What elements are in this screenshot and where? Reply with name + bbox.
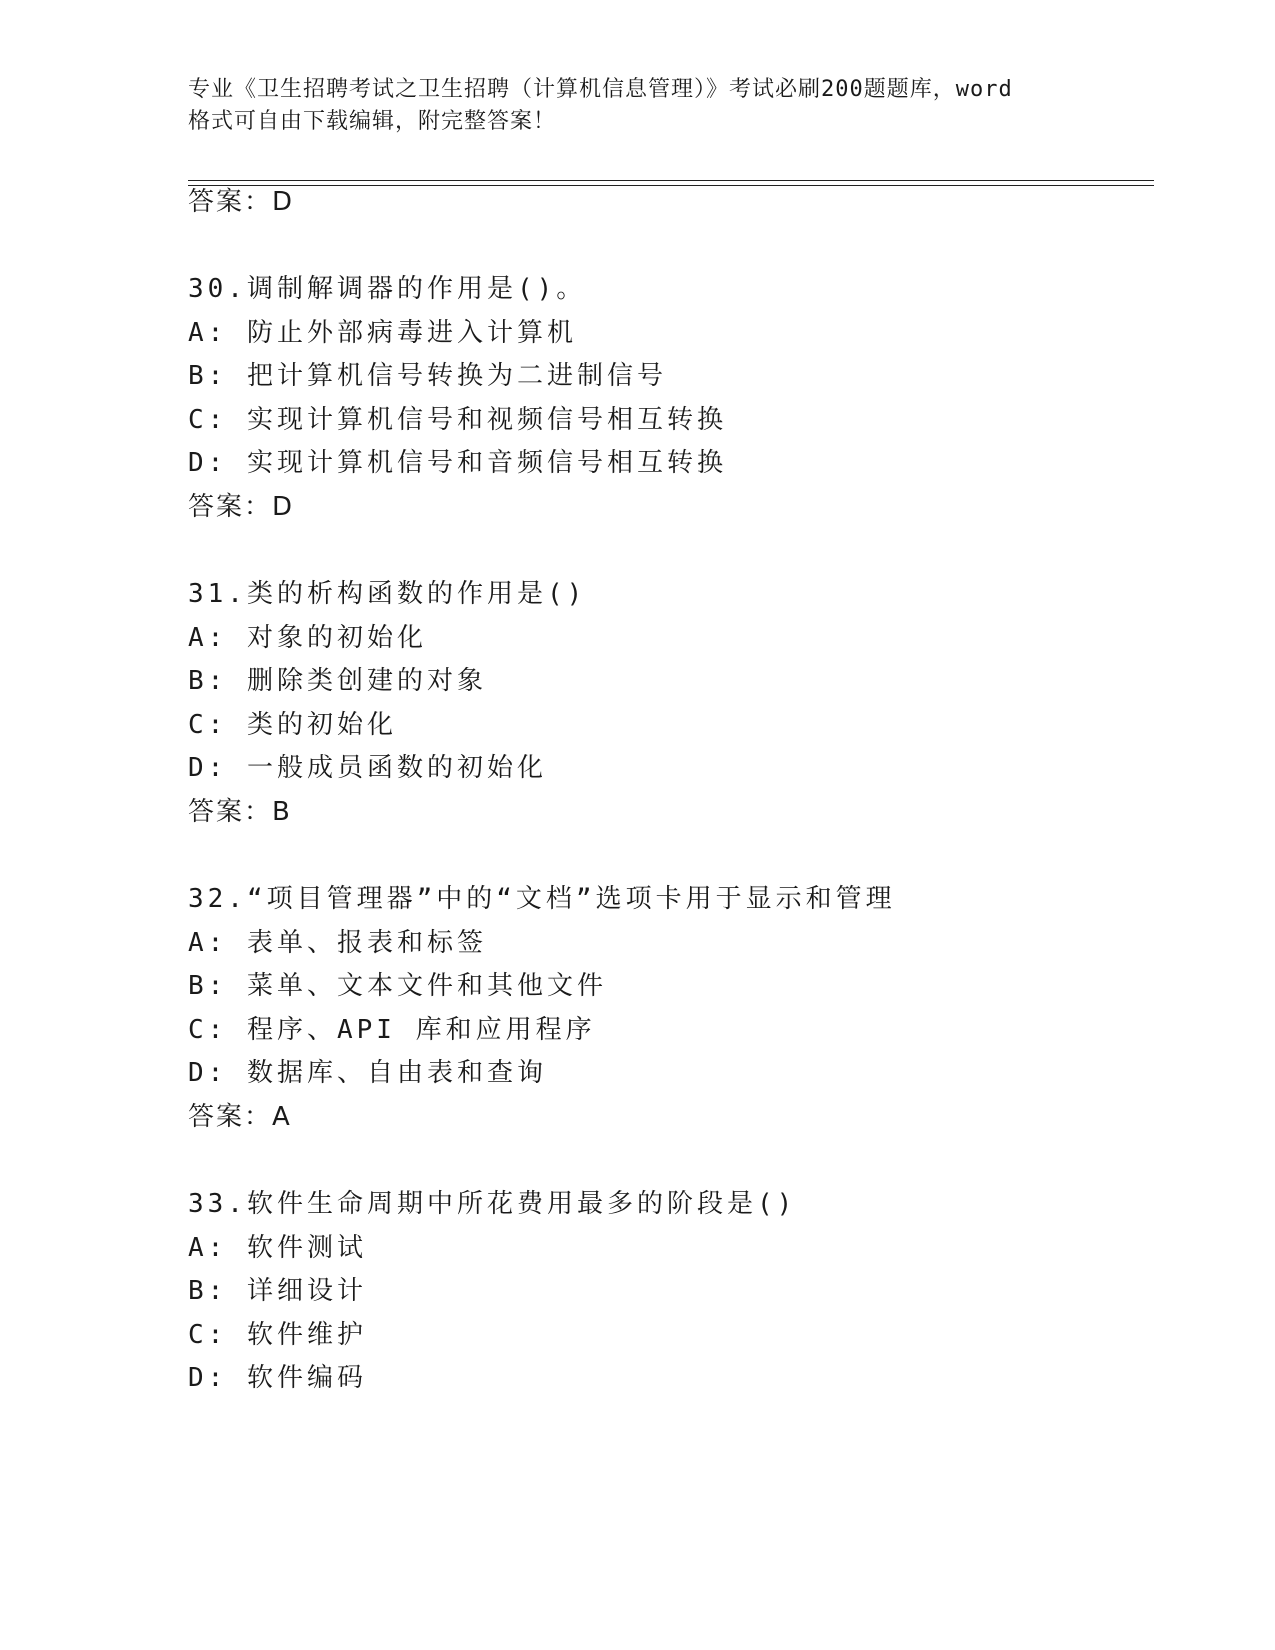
question-31-option-c: C: 类的初始化 [188,710,397,740]
answer-previous: 答案：D [188,187,295,217]
header-line-2: 格式可自由下载编辑，附完整答案！ [188,109,557,134]
document-header [188,74,1088,138]
question-31-option-a: A: 对象的初始化 [188,623,427,653]
question-30-stem: 30.调制解调器的作用是()。 [188,274,587,304]
question-31-option-b: B: 删除类创建的对象 [188,666,487,696]
question-33-option-c: C: 软件维护 [188,1320,367,1350]
question-32-option-c: C: 程序、API 库和应用程序 [188,1015,596,1045]
question-32-option-a: A: 表单、报表和标签 [188,928,487,958]
question-33-option-d: D: 软件编码 [188,1363,367,1393]
header-line-1: 专业《卫生招聘考试之卫生招聘（计算机信息管理）》考试必刷200题题库，word [188,77,1013,102]
header-divider-top [188,180,1154,181]
question-31-answer: 答案：B [188,797,292,827]
question-31-option-d: D: 一般成员函数的初始化 [188,753,547,783]
question-32-answer: 答案：A [188,1102,292,1132]
question-30-option-b: B: 把计算机信号转换为二进制信号 [188,361,667,391]
header-divider-bottom [188,185,1154,186]
question-30-option-c: C: 实现计算机信号和视频信号相互转换 [188,405,727,435]
question-32-option-b: B: 菜单、文本文件和其他文件 [188,971,607,1001]
question-30-option-d: D: 实现计算机信号和音频信号相互转换 [188,448,727,478]
question-30-answer: 答案：D [188,492,295,522]
question-32-option-d: D: 数据库、自由表和查询 [188,1058,547,1088]
question-33-option-a: A: 软件测试 [188,1233,367,1263]
question-31-stem: 31.类的析构函数的作用是() [188,579,587,609]
question-33-stem: 33.软件生命周期中所花费用最多的阶段是() [188,1189,797,1219]
question-33-option-b: B: 详细设计 [188,1276,367,1306]
question-30-option-a: A: 防止外部病毒进入计算机 [188,318,577,348]
question-32-stem: 32.“项目管理器”中的“文档”选项卡用于显示和管理 [188,884,896,914]
